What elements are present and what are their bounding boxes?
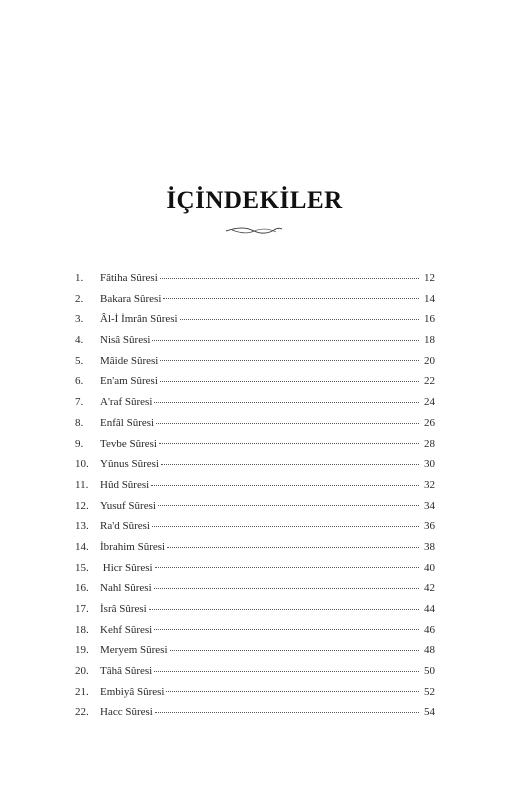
toc-entry-page-number: 42: [424, 582, 435, 595]
toc-entry[interactable]: [75, 537, 435, 558]
toc-entry[interactable]: [75, 434, 435, 455]
toc-entry-page-number: 12: [424, 272, 435, 284]
toc-entry-number: 21.: [75, 685, 89, 698]
toc-entry-page-number: 26: [424, 416, 435, 429]
toc-dot-leader: [154, 588, 419, 589]
toc-dot-leader: [155, 712, 419, 713]
toc-entry-title: Yusuf Sûresi: [100, 499, 156, 512]
toc-entry-title: İsrâ Sûresi: [100, 603, 147, 615]
toc-entry[interactable]: [75, 475, 435, 496]
toc-entry-page-number: 40: [424, 561, 435, 574]
toc-entry-title: A'raf Sûresi: [100, 396, 153, 409]
toc-dot-leader: [167, 547, 419, 548]
toc-dot-leader: [160, 360, 419, 361]
toc-entry-title: En'am Sûresi: [100, 375, 158, 388]
page-title: İÇİNDEKİLER: [166, 187, 343, 214]
toc-entry-page-number: 38: [424, 540, 435, 553]
toc-entry-page-number: 28: [424, 437, 435, 450]
toc-entry[interactable]: [75, 454, 435, 475]
toc-entry-page-number: 30: [424, 458, 435, 471]
toc-entry-page-number: 54: [424, 706, 435, 719]
toc-dot-leader: [152, 340, 419, 341]
toc-entry-page-number: 16: [424, 313, 435, 326]
toc-entry-page-number: 52: [424, 685, 435, 698]
toc-dot-leader: [163, 298, 419, 299]
toc-entry[interactable]: [75, 640, 435, 661]
toc-entry[interactable]: [75, 496, 435, 517]
toc-entry[interactable]: [75, 516, 435, 537]
toc-entry-title: Hacc Sûresi: [100, 706, 153, 719]
toc-entry-title: Âl-İ İmrân Sûresi: [100, 313, 178, 326]
toc-entry[interactable]: [75, 558, 435, 579]
toc-dot-leader: [159, 443, 419, 444]
toc-entry-page-number: 34: [424, 499, 435, 512]
toc-dot-leader: [151, 485, 419, 486]
toc-entry-number: 13.: [75, 520, 89, 533]
toc-entry[interactable]: [75, 289, 435, 310]
toc-dot-leader: [154, 629, 419, 630]
toc-entry-number: 4.: [75, 334, 84, 347]
toc-dot-leader: [149, 609, 419, 610]
toc-entry[interactable]: [75, 371, 435, 392]
toc-entry-number: 14.: [75, 540, 89, 553]
toc-entry-page-number: 32: [424, 478, 435, 491]
toc-entry[interactable]: [75, 599, 435, 620]
toc-entry-page-number: 50: [424, 665, 435, 678]
toc-dot-leader: [166, 691, 419, 692]
toc-entry-title: Kehf Sûresi: [100, 623, 153, 636]
toc-entry[interactable]: [75, 413, 435, 434]
toc-dot-leader: [154, 402, 419, 403]
toc-entry[interactable]: [75, 620, 435, 641]
toc-dot-leader: [161, 464, 419, 465]
toc-entry-number: 19.: [75, 644, 89, 657]
toc-entry-title: Tevbe Sûresi: [100, 437, 157, 450]
toc-dot-leader: [158, 505, 419, 506]
toc-entry[interactable]: [75, 661, 435, 682]
toc-entry-page-number: 14: [424, 292, 435, 305]
toc-entry-number: 2.: [75, 292, 84, 305]
toc-entry-page-number: 36: [424, 520, 435, 533]
toc-entry[interactable]: [75, 268, 435, 289]
toc-entry-number: 6.: [75, 375, 84, 388]
toc-dot-leader: [170, 650, 419, 651]
toc-entry-title: Fâtiha Sûresi: [100, 272, 158, 284]
toc-entry-page-number: 46: [424, 623, 435, 636]
toc-entry-page-number: 20: [424, 354, 435, 367]
toc-entry-number: 22.: [75, 706, 89, 719]
toc-entry[interactable]: [75, 578, 435, 599]
toc-entry-number: 3.: [75, 313, 84, 326]
toc-dot-leader: [155, 567, 419, 568]
toc-entry-title: Ra'd Sûresi: [100, 520, 150, 533]
toc-entry-page-number: 22: [424, 375, 435, 388]
toc-entry-title: İbrahim Sûresi: [100, 540, 166, 553]
toc-dot-leader: [154, 671, 419, 672]
toc-entry-number: 20.: [75, 665, 89, 678]
toc-dot-leader: [180, 319, 419, 320]
toc-entry-title: Hicr Sûresi: [100, 561, 153, 574]
toc-entry-number: 10.: [75, 458, 89, 471]
toc-entry-page-number: 24: [424, 396, 435, 409]
toc-entry-number: 1.: [75, 272, 84, 284]
toc-entry-title: Bakara Sûresi: [100, 292, 162, 305]
toc-entry[interactable]: [75, 351, 435, 372]
toc-entry-title: Tâhâ Sûresi: [100, 665, 153, 678]
flourish-ornament: [224, 222, 284, 238]
toc-entry-number: 7.: [75, 396, 84, 409]
toc-entry-title: Mâide Sûresi: [100, 354, 159, 367]
table-of-contents: [75, 268, 435, 723]
toc-entry-number: 5.: [75, 354, 84, 367]
toc-entry[interactable]: [75, 392, 435, 413]
toc-dot-leader: [156, 423, 419, 424]
toc-entry-number: 8.: [75, 416, 84, 429]
toc-entry-title: Enfâl Sûresi: [100, 416, 155, 429]
toc-dot-leader: [160, 381, 419, 382]
toc-dot-leader: [152, 526, 419, 527]
toc-entry-number: 11.: [75, 478, 89, 491]
toc-entry-title: Nisâ Sûresi: [100, 334, 151, 347]
toc-entry-title: Nahl Sûresi: [100, 582, 152, 595]
toc-entry-title: Meryem Sûresi: [100, 644, 168, 657]
toc-entry-page-number: 44: [424, 603, 435, 615]
toc-entry-title: Embiyâ Sûresi: [100, 685, 165, 698]
toc-entry-number: 16.: [75, 582, 89, 595]
toc-entry[interactable]: [75, 702, 435, 723]
toc-entry-number: 12.: [75, 499, 89, 512]
toc-dot-leader: [160, 278, 419, 279]
toc-entry-number: 17.: [75, 603, 89, 615]
toc-entry[interactable]: [75, 682, 435, 703]
toc-entry-number: 18.: [75, 623, 89, 636]
toc-entry[interactable]: [75, 309, 435, 330]
toc-entry-number: 15.: [75, 561, 89, 574]
toc-entry-page-number: 48: [424, 644, 435, 657]
toc-entry[interactable]: [75, 330, 435, 351]
toc-entry-page-number: 18: [424, 334, 435, 347]
toc-entry-number: 9.: [75, 437, 84, 450]
toc-entry-title: Hûd Sûresi: [100, 478, 150, 491]
toc-entry-title: Yûnus Sûresi: [100, 458, 159, 471]
